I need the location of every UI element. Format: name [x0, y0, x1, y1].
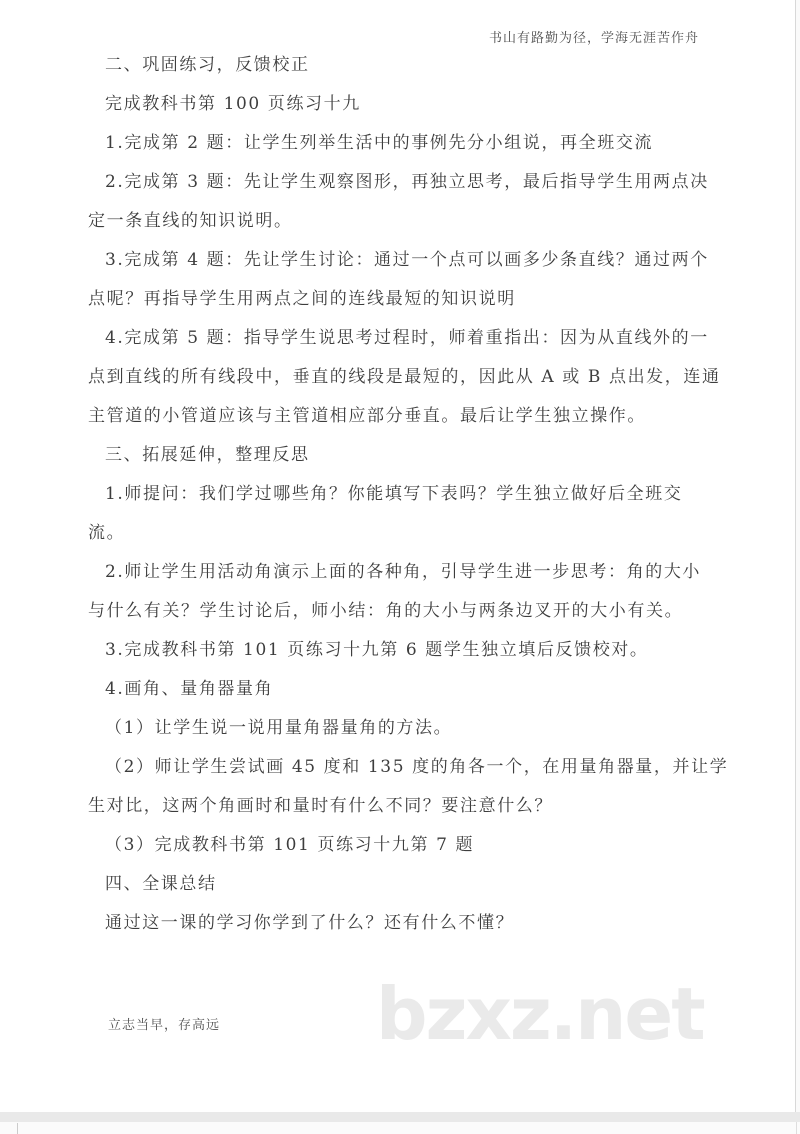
- header-quote: 书山有路勤为径，学海无涯苦作舟: [488, 31, 699, 46]
- footer-quote: 立志当早，存高远: [108, 1018, 221, 1033]
- text-line: 二、巩固练习，反馈校正: [105, 55, 310, 75]
- text-line: 通过这一课的学习你学到了什么？还有什么不懂？: [105, 913, 515, 933]
- page-break-band: [0, 1112, 800, 1122]
- next-page-right-edge: [796, 1122, 797, 1134]
- next-page-gap: [0, 1122, 800, 1134]
- text-line: 三、拓展延伸，整理反思: [105, 445, 310, 465]
- text-line: 1.完成第 2 题：让学生列举生活中的事例先分小组说，再全班交流: [105, 133, 654, 153]
- watermark-text: bzxz.net: [376, 972, 704, 1056]
- text-line: （2）师让学生尝试画 45 度和 135 度的角各一个，在用量角器量，并让学: [105, 757, 729, 777]
- text-line: 流。: [88, 523, 126, 543]
- text-line: 3.完成教科书第 101 页练习十九第 6 题学生独立填后反馈校对。: [105, 640, 649, 660]
- text-line: 四、全课总结: [105, 874, 217, 894]
- text-line: 1.师提问：我们学过哪些角？你能填写下表吗？学生独立做好后全班交: [105, 484, 683, 504]
- text-line: 完成教科书第 100 页练习十九: [105, 94, 361, 114]
- text-line: 3.完成第 4 题：先让学生讨论：通过一个点可以画多少条直线？通过两个: [105, 250, 709, 270]
- text-line: （3）完成教科书第 101 页练习十九第 7 题: [105, 835, 475, 855]
- text-line: 与什么有关？学生讨论后，师小结：角的大小与两条边叉开的大小有关。: [88, 601, 684, 621]
- text-line: 生对比，这两个角画时和量时有什么不同？要注意什么？: [88, 796, 553, 816]
- text-line: 主管道的小管道应该与主管道相应部分垂直。最后让学生独立操作。: [88, 406, 646, 426]
- next-page-left-edge: [17, 1123, 18, 1134]
- text-line: 点呢？再指导学生用两点之间的连线最短的知识说明: [88, 289, 516, 309]
- document-lines: [88, 46, 728, 943]
- text-line: 2.完成第 3 题：先让学生观察图形，再独立思考，最后指导学生用两点决: [105, 172, 709, 192]
- text-line: 点到直线的所有线段中，垂直的线段是最短的，因此从 A 或 B 点出发，连通: [88, 367, 721, 387]
- text-line: 4.完成第 5 题：指导学生说思考过程时，师着重指出：因为从直线外的一: [105, 328, 709, 348]
- text-line: 4.画角、量角器量角: [105, 679, 274, 699]
- text-line: 定一条直线的知识说明。: [88, 211, 293, 231]
- text-line: （1）让学生说一说用量角器量角的方法。: [105, 718, 453, 738]
- text-line: 2.师让学生用活动角演示上面的各种角，引导学生进一步思考：角的大小: [105, 562, 702, 582]
